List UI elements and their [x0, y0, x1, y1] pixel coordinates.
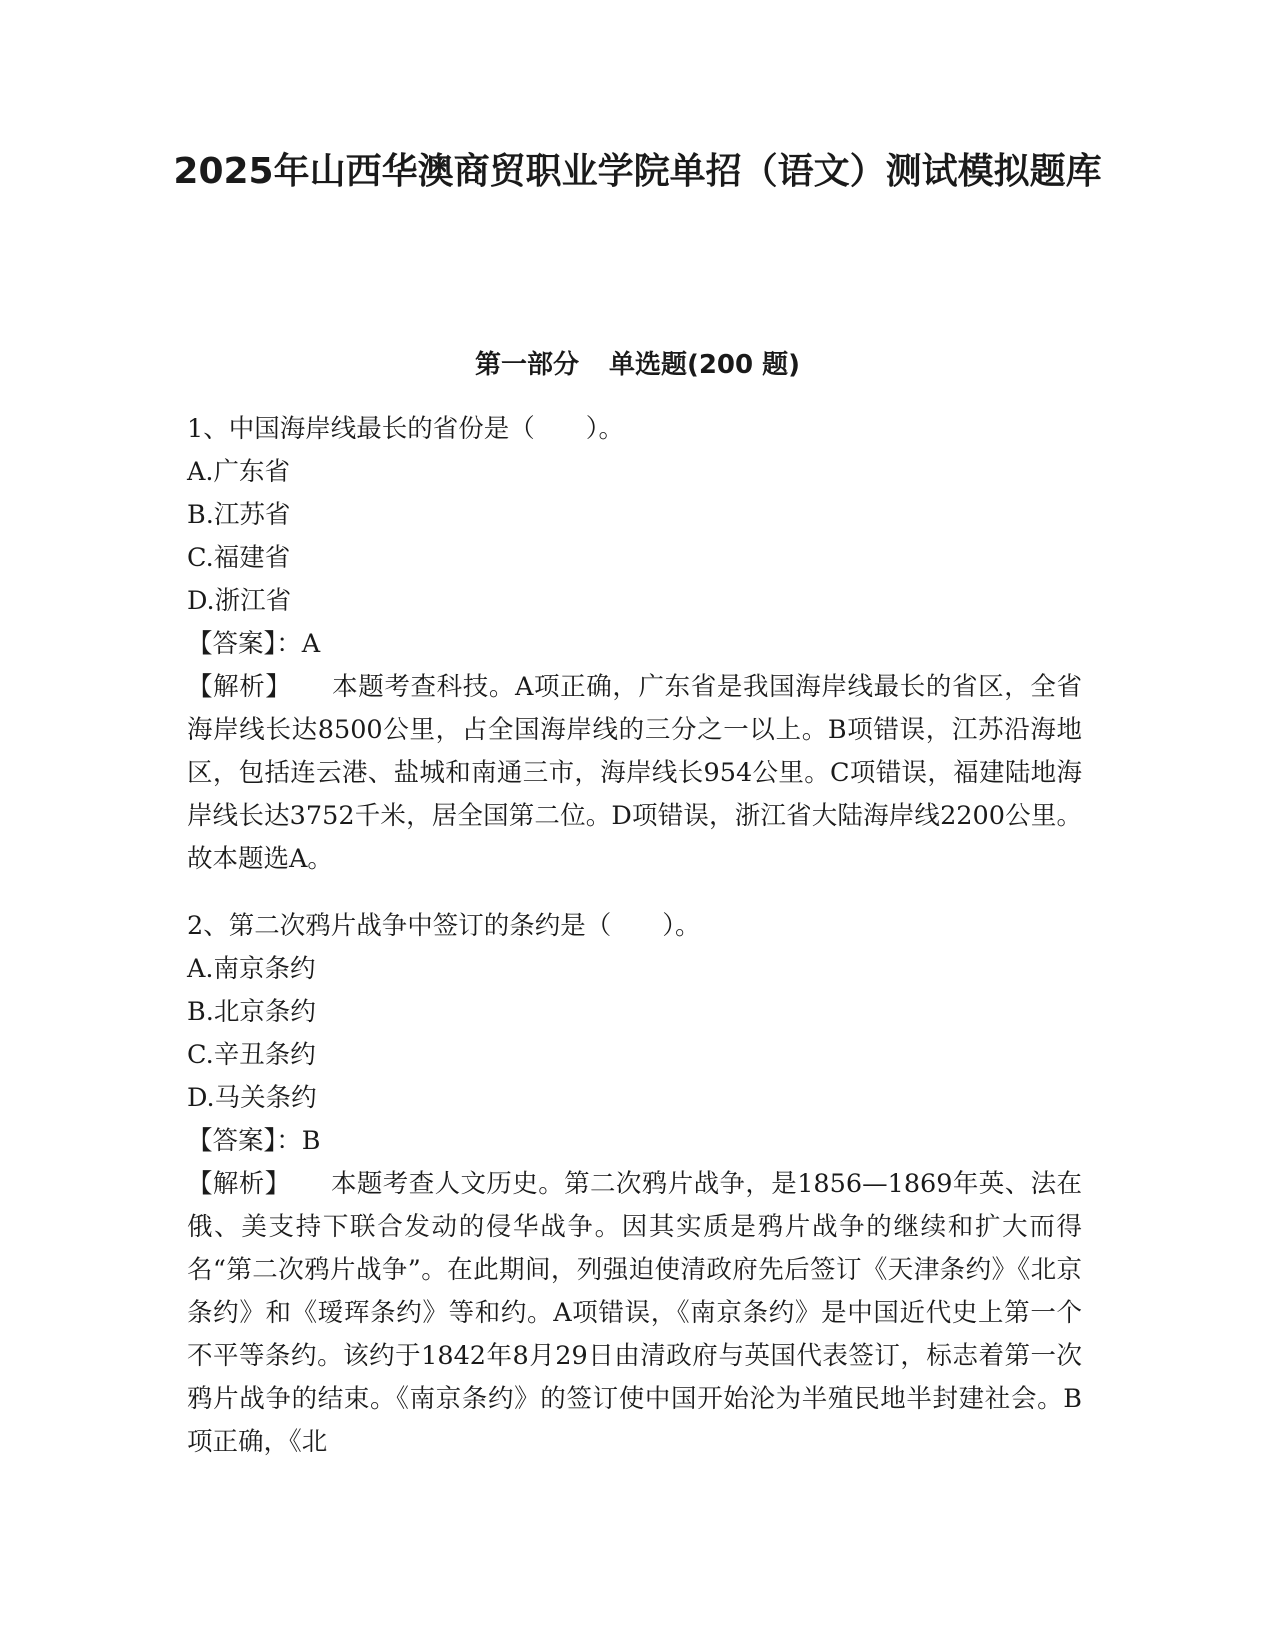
question-2 [187, 905, 1082, 1464]
answer-tag: 【答案】： [187, 1126, 302, 1156]
section-title: 单选题(200 题) [608, 350, 801, 380]
option-c: C.辛丑条约 [187, 1040, 316, 1070]
question-stem: 2、第二次鸦片战争中签订的条约是（ ）。 [187, 911, 701, 941]
option-a: A.南京条约 [187, 954, 316, 984]
explanation-text: 本题考查人文历史。第二次鸦片战争，是1856—1869年英、法在俄、美支持下联合发动的侵华战争。因其实质是鸦片战争的继续和扩大而得名“第二次鸦片战争”。在此期间，列强迫使清政府先后签订《天津条约》《北京条约》和《瑷珲条约》等和约。A项错误，《南京条约》是中国近代史上第一个不平等条约。该约于1842年8月29日由清政府与英国代表签订，标志着第一次鸦片战争的结束。《南京条约》的签订使中国开始沦为半殖民地半封建社会。B项正确，《北 [187, 1169, 1082, 1457]
answer-value: B [301, 1126, 321, 1156]
option-d: D.浙江省 [187, 586, 292, 616]
answer-value: A [301, 629, 321, 659]
section-label: 第一部分 [474, 350, 579, 380]
option-a: A.广东省 [187, 457, 291, 487]
explanation-tag: 【解析】 [187, 672, 292, 702]
question-stem: 1、中国海岸线最长的省份是（ ）。 [187, 414, 624, 444]
option-b: B.江苏省 [187, 500, 291, 530]
option-d: D.马关条约 [187, 1083, 317, 1113]
section-heading [150, 347, 1125, 383]
option-c: C.福建省 [187, 543, 291, 573]
explanation-text: 本题考查科技。A项正确，广东省是我国海岸线最长的省区，全省海岸线长达8500公里，占全国海岸线的三分之一以上。B项错误，江苏沿海地区，包括连云港、盐城和南通三市，海岸线长954公里。C项错误，福建陆地海岸线长达3752千米，居全国第二位。D项错误，浙江省大陆海岸线2200公里。故本题选A。 [187, 672, 1082, 874]
explanation-tag: 【解析】 [187, 1169, 291, 1199]
option-b: B.北京条约 [187, 997, 316, 1027]
explanation [187, 1163, 1082, 1464]
answer-tag: 【答案】： [187, 629, 302, 659]
answer-line [187, 623, 1082, 666]
explanation [187, 666, 1082, 881]
question-1 [187, 408, 1082, 881]
answer-line [187, 1120, 1082, 1163]
document-title: 2025年山西华澳商贸职业学院单招（语文）测试模拟题库 [173, 151, 1102, 192]
